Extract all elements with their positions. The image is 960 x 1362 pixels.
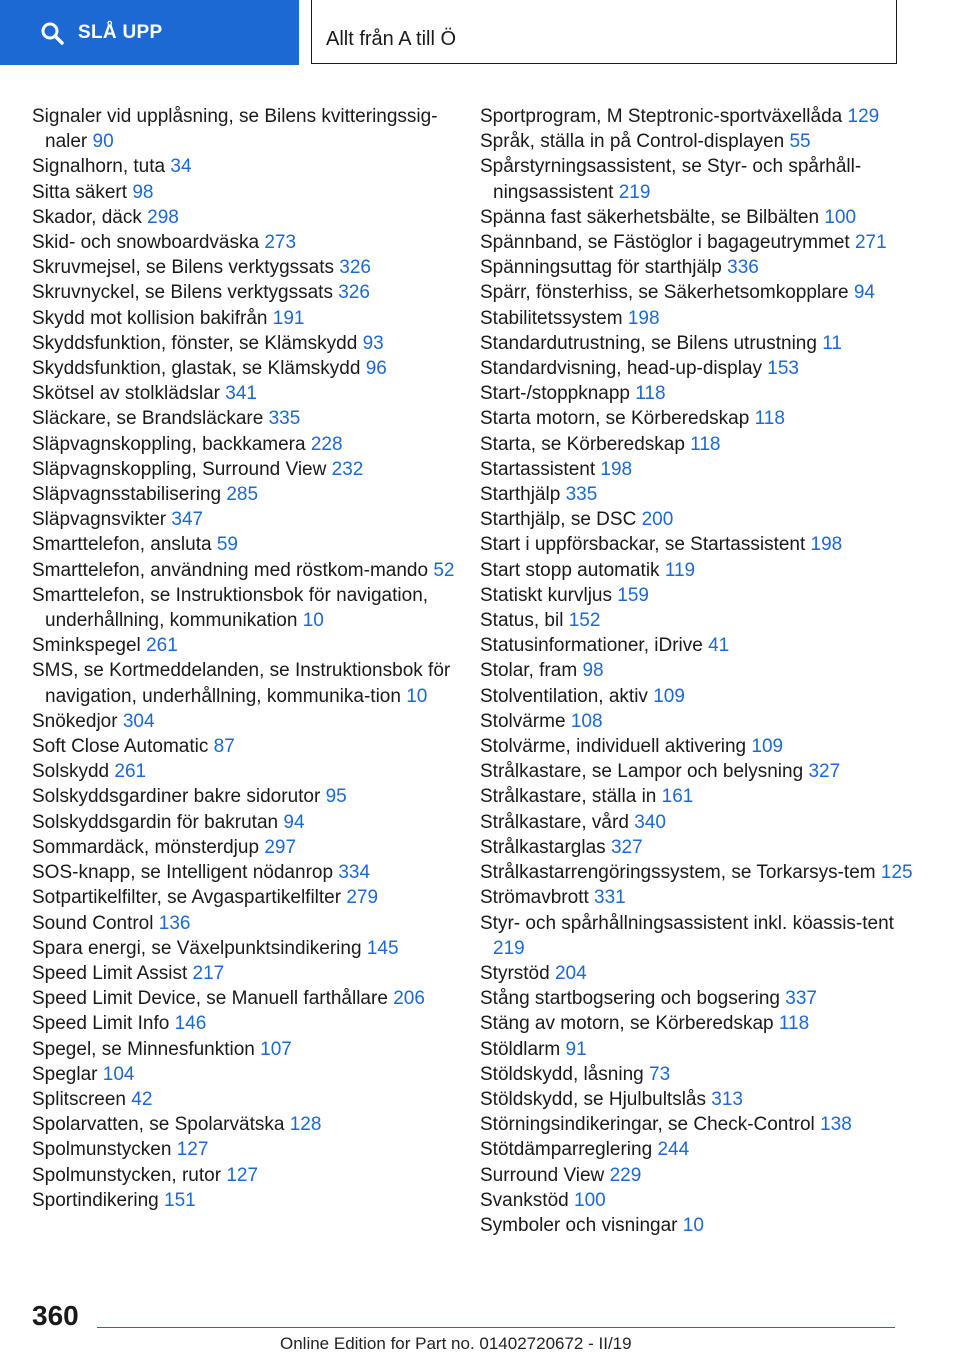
page-link[interactable]: 326	[339, 257, 371, 279]
page-link[interactable]: 304	[122, 710, 155, 732]
page-link[interactable]: 347	[171, 509, 204, 531]
page-link[interactable]: 229	[609, 1164, 642, 1186]
footer-divider	[97, 1327, 895, 1328]
index-entry	[32, 911, 468, 936]
index-entry	[480, 507, 920, 532]
entry-text: Spolmunstycken, rutor	[32, 1164, 222, 1186]
index-entry	[32, 1087, 468, 1112]
entry-text: Stolvärme, individuell aktivering	[480, 736, 747, 758]
footer-text: Online Edition for Part no. 01402720672 - II/19	[280, 1334, 632, 1353]
page-link[interactable]: 59	[216, 534, 238, 556]
index-entry	[32, 457, 468, 482]
page-link[interactable]: 118	[778, 1013, 810, 1035]
page-link[interactable]: 228	[310, 433, 343, 455]
index-entry	[480, 1137, 920, 1162]
index-entry	[32, 1062, 468, 1087]
entry-text: Släpvagnsstabilisering	[32, 484, 222, 506]
index-entry	[480, 1011, 920, 1036]
page-link[interactable]: 219	[493, 937, 525, 959]
entry-text: Spärr, fönsterhiss, se Säkerhetsomkopplare	[480, 282, 849, 304]
entry-text: Skruvmejsel, se Bilens verktygssats	[32, 257, 334, 279]
search-label: SLÅ UPP	[78, 21, 163, 43]
page-link[interactable]: 100	[824, 206, 857, 228]
index-entry	[480, 759, 920, 784]
entry-text: Speed Limit Assist	[32, 962, 188, 984]
index-entry	[32, 180, 468, 205]
entry-text: Spolmunstycken	[32, 1139, 172, 1161]
entry-text: Speglar	[32, 1063, 98, 1085]
entry-text: SOS-knapp, se Intelligent nödanrop	[32, 862, 334, 884]
page-link[interactable]: 145	[366, 937, 399, 959]
page-link[interactable]: 217	[192, 962, 225, 984]
index-entry	[480, 356, 920, 381]
page-link[interactable]: 261	[146, 635, 178, 657]
entry-text: Splitscreen	[32, 1088, 126, 1110]
index-entry	[32, 1188, 468, 1213]
index-entry	[32, 1112, 468, 1137]
index-entry	[32, 860, 468, 885]
entry-text: Starthjälp, se DSC	[480, 509, 637, 531]
index-entry	[32, 1137, 468, 1162]
index-entry	[480, 482, 920, 507]
entry-text: Symboler och visningar	[480, 1214, 678, 1236]
index-entry	[480, 129, 920, 154]
page-link[interactable]: 159	[617, 584, 649, 606]
page-link[interactable]: 129	[847, 106, 880, 127]
index-entry	[480, 331, 920, 356]
index-entry	[32, 810, 468, 835]
entry-text: Stötdämparreglering	[480, 1139, 653, 1161]
entry-text: Störningsindikeringar, se Check-Control	[480, 1114, 815, 1136]
page-link[interactable]: 11	[822, 332, 842, 354]
page-link[interactable]: 118	[635, 383, 666, 405]
index-entry	[32, 709, 468, 734]
search-button[interactable]	[0, 0, 299, 65]
index-entry	[32, 885, 468, 910]
page-link[interactable]: 109	[751, 736, 784, 758]
entry-text: Strömavbrott	[480, 887, 589, 909]
index-entry	[32, 986, 468, 1011]
index-entry	[480, 885, 920, 910]
index-entry	[480, 457, 920, 482]
index-entry	[480, 860, 920, 885]
page-link[interactable]: 104	[102, 1063, 135, 1085]
page-link[interactable]: 125	[880, 862, 913, 884]
page-link[interactable]: 138	[820, 1114, 852, 1136]
index-column-left	[32, 104, 468, 1213]
index-entry	[480, 406, 920, 431]
page-link[interactable]: 55	[789, 131, 811, 153]
entry-text: Skador, däck	[32, 206, 142, 228]
index-entry	[480, 810, 920, 835]
entry-text: Spolarvatten, se Spolarvätska	[32, 1114, 285, 1136]
page-link[interactable]: 108	[570, 710, 603, 732]
entry-text: Sportprogram, M Steptronic-sportväxellåda	[480, 106, 843, 127]
entry-text: Signalhorn, tuta	[32, 156, 166, 178]
entry-text: Stäng av motorn, se Körberedskap	[480, 1013, 774, 1035]
entry-text: Sommardäck, mönsterdjup	[32, 836, 260, 858]
page-link[interactable]: 10	[302, 610, 324, 632]
page-link[interactable]: 200	[641, 509, 674, 531]
page-link[interactable]: 326	[338, 282, 370, 304]
page-link[interactable]: 94	[853, 282, 875, 304]
entry-text: Soft Close Automatic	[32, 736, 209, 758]
entry-text: Skyddsfunktion, glastak, se Klämskydd	[32, 358, 361, 380]
entry-text: Statiskt kurvljus	[480, 584, 612, 606]
index-entry	[480, 255, 920, 280]
page-link[interactable]: 313	[711, 1088, 743, 1110]
entry-text: Spara energi, se Växelpunktsindikering	[32, 937, 362, 959]
page-link[interactable]: 34	[170, 156, 192, 178]
page-link[interactable]: 327	[610, 836, 643, 858]
index-entry	[480, 961, 920, 986]
entry-text: Sotpartikelfilter, se Avgaspartikelfilter	[32, 887, 342, 909]
page-link[interactable]: 297	[264, 836, 297, 858]
page-link[interactable]: 279	[346, 887, 379, 909]
entry-text: Start i uppförsbackar, se Startassistent	[480, 534, 806, 556]
entry-text: Solskyddsgardiner bakre sidorutor	[32, 786, 321, 808]
entry-text: Språk, ställa in på Control-displayen	[480, 131, 785, 153]
index-entry	[480, 532, 920, 557]
entry-text: Starthjälp	[480, 484, 561, 506]
index-entry	[480, 633, 920, 658]
entry-text: Stabilitetssystem	[480, 307, 623, 329]
index-entry	[32, 734, 468, 759]
index-entry	[480, 1188, 920, 1213]
index-entry	[32, 331, 468, 356]
entry-text: Spännband, se Fästöglor i bagageutrymmet	[480, 232, 850, 254]
index-entry	[480, 835, 920, 860]
entry-text: Start-/stoppknapp	[480, 383, 630, 405]
page-link[interactable]: 198	[627, 307, 660, 329]
page-link[interactable]: 298	[147, 206, 179, 228]
index-entry	[480, 230, 920, 255]
index-entry	[480, 205, 920, 230]
index-entry	[32, 356, 468, 381]
index-entry	[480, 1062, 920, 1087]
page-link[interactable]: 331	[594, 887, 626, 909]
index-entry	[480, 558, 920, 583]
page-link[interactable]: 232	[331, 458, 364, 480]
entry-text: Spårstyrningsassistent, se Styr- och spårhåll-ningsassistent	[480, 156, 862, 203]
entry-text: Sminkspegel	[32, 635, 141, 657]
entry-text: Starta, se Körberedskap	[480, 433, 685, 455]
page-link[interactable]: 87	[213, 736, 235, 758]
page-link[interactable]: 100	[574, 1189, 606, 1211]
page-link[interactable]: 118	[754, 408, 785, 430]
entry-text: Skruvnyckel, se Bilens verktygssats	[32, 282, 333, 304]
entry-text: Släpvagnskoppling, Surround View	[32, 458, 327, 480]
entry-text: SMS, se Kortmeddelanden, se Instruktionsbok för navigation, underhållning, kommunika-tion	[32, 660, 451, 707]
index-entry	[32, 1163, 468, 1188]
index-entry	[480, 1213, 920, 1238]
entry-text: Stöldskydd, låsning	[480, 1063, 644, 1085]
entry-text: Surround View	[480, 1164, 605, 1186]
page-link[interactable]: 107	[260, 1038, 292, 1060]
index-entry	[32, 381, 468, 406]
page-link[interactable]: 118	[690, 433, 721, 455]
entry-text: Smarttelefon, användning med röstkom-mando	[32, 559, 429, 581]
page-link[interactable]: 334	[338, 862, 371, 884]
index-entry	[32, 936, 468, 961]
page-link[interactable]: 94	[283, 811, 305, 833]
index-entry	[32, 1037, 468, 1062]
index-entry	[32, 558, 468, 583]
search-icon	[40, 21, 64, 45]
entry-text: Strålkastare, ställa in	[480, 786, 657, 808]
page-link[interactable]: 204	[554, 962, 587, 984]
page-link[interactable]: 93	[362, 332, 384, 354]
page-link[interactable]: 42	[131, 1088, 153, 1110]
index-entry	[480, 1112, 920, 1137]
index-column-right	[480, 104, 920, 1238]
page-link[interactable]: 219	[618, 181, 651, 203]
index-entry	[32, 784, 468, 809]
page-link[interactable]: 90	[92, 131, 114, 153]
index-entry	[32, 306, 468, 331]
top-header	[0, 0, 960, 66]
entry-text: Speed Limit Info	[32, 1013, 170, 1035]
index-entry	[480, 104, 920, 129]
index-entry	[480, 1163, 920, 1188]
entry-text: Standardvisning, head-up-display	[480, 358, 763, 380]
page-link[interactable]: 119	[664, 559, 696, 581]
index-entry	[32, 532, 468, 557]
entry-text: Solskyddsgardin för bakrutan	[32, 811, 279, 833]
page-link[interactable]: 285	[226, 484, 259, 506]
entry-text: Stolar, fram	[480, 660, 578, 682]
index-entry	[32, 406, 468, 431]
index-entry	[32, 961, 468, 986]
breadcrumb-label: Allt från A till Ö	[326, 28, 457, 50]
entry-text: Skyddsfunktion, fönster, se Klämskydd	[32, 332, 358, 354]
index-entry	[480, 911, 920, 961]
entry-text: Signaler vid upplåsning, se Bilens kvitteringssig-naler	[32, 106, 438, 153]
index-entry	[480, 154, 920, 204]
entry-text: Startassistent	[480, 458, 596, 480]
index-entry	[480, 734, 920, 759]
page-link[interactable]: 273	[264, 232, 297, 254]
page-link[interactable]: 152	[568, 610, 601, 632]
page-link[interactable]: 151	[164, 1189, 196, 1211]
index-entry	[32, 1011, 468, 1036]
index-entry	[480, 608, 920, 633]
index-entry	[32, 583, 468, 633]
entry-text: Strålkastarrengöringssystem, se Torkarsys-tem	[480, 862, 876, 884]
index-entry	[480, 583, 920, 608]
page-link[interactable]: 271	[854, 232, 887, 254]
index-entry	[480, 1087, 920, 1112]
index-entry	[32, 104, 468, 154]
page-link[interactable]: 161	[661, 786, 694, 808]
page-link[interactable]: 41	[708, 635, 730, 657]
index-entry	[32, 507, 468, 532]
page-link[interactable]: 327	[808, 761, 841, 783]
page-link[interactable]: 52	[433, 559, 455, 581]
entry-text: Stöldlarm	[480, 1038, 561, 1060]
page-number: 360	[32, 1300, 79, 1331]
page-link[interactable]: 91	[565, 1038, 587, 1060]
entry-text: Skydd mot kollision bakifrån	[32, 307, 268, 329]
entry-text: Stång startbogsering och bogsering	[480, 988, 780, 1010]
entry-text: Släpvagnsvikter	[32, 509, 167, 531]
index-entry	[480, 432, 920, 457]
page-link[interactable]: 244	[657, 1139, 690, 1161]
page-link[interactable]: 136	[158, 912, 191, 934]
entry-text: Smarttelefon, ansluta	[32, 534, 212, 556]
entry-text: Solskydd	[32, 761, 110, 783]
page-link[interactable]: 73	[649, 1063, 671, 1085]
entry-text: Sitta säkert	[32, 181, 128, 203]
entry-text: Stolvärme	[480, 710, 566, 732]
entry-text: Spänna fast säkerhetsbälte, se Bilbälten	[480, 206, 820, 228]
page-link[interactable]: 341	[225, 383, 257, 405]
entry-text: Strålkastarglas	[480, 836, 606, 858]
page-link[interactable]: 96	[365, 358, 387, 380]
page-link[interactable]: 340	[634, 811, 666, 833]
entry-text: Strålkastare, vård	[480, 811, 629, 833]
page-link[interactable]: 337	[785, 988, 817, 1010]
entry-text: Strålkastare, se Lampor och belysning	[480, 761, 804, 783]
page-link[interactable]: 127	[176, 1139, 209, 1161]
page-link[interactable]: 191	[272, 307, 305, 329]
entry-text: Statusinformationer, iDrive	[480, 635, 703, 657]
page-link[interactable]: 261	[114, 761, 147, 783]
entry-text: Skid- och snowboardväska	[32, 232, 260, 254]
entry-text: Status, bil	[480, 610, 564, 632]
entry-text: Speed Limit Device, se Manuell farthållare	[32, 988, 388, 1010]
page-link[interactable]: 98	[132, 181, 154, 203]
index-entry	[32, 280, 468, 305]
entry-text: Smarttelefon, se Instruktionsbok för navigation, underhållning, kommunikation	[32, 584, 429, 632]
index-entry	[32, 835, 468, 860]
entry-text: Släckare, se Brandsläckare	[32, 408, 264, 430]
index-entry	[480, 1037, 920, 1062]
index-entry	[32, 759, 468, 784]
entry-text: Spänningsuttag för starthjälp	[480, 257, 722, 279]
page-link[interactable]: 10	[406, 685, 428, 707]
page-link[interactable]: 153	[767, 358, 799, 380]
page-link[interactable]: 127	[226, 1164, 259, 1186]
entry-text: Stolventilation, aktiv	[480, 685, 648, 707]
entry-text: Sound Control	[32, 912, 154, 934]
entry-text: Start stopp automatik	[480, 559, 660, 581]
index-entry	[32, 482, 468, 507]
index-entry	[480, 684, 920, 709]
index-entry	[480, 986, 920, 1011]
entry-text: Sportindikering	[32, 1189, 159, 1211]
page-link[interactable]: 198	[600, 458, 633, 480]
page-link[interactable]: 335	[268, 408, 301, 430]
page-link[interactable]: 335	[565, 484, 598, 506]
entry-text: Standardutrustning, se Bilens utrustning	[480, 332, 817, 354]
page-link[interactable]: 336	[727, 257, 759, 279]
index-entry	[480, 784, 920, 809]
entry-text: Släpvagnskoppling, backkamera	[32, 433, 306, 455]
page-link[interactable]: 128	[289, 1114, 322, 1136]
index-entry	[32, 658, 468, 708]
entry-text: Stöldskydd, se Hjulbultslås	[480, 1088, 706, 1110]
index-entry	[32, 154, 468, 179]
page-link[interactable]: 98	[582, 660, 604, 682]
index-entry	[480, 709, 920, 734]
page-link[interactable]: 206	[393, 988, 425, 1010]
index-entry	[480, 280, 920, 305]
entry-text: Spegel, se Minnesfunktion	[32, 1038, 255, 1060]
index-entry	[32, 633, 468, 658]
page-link[interactable]: 10	[682, 1214, 704, 1236]
index-entry	[480, 381, 920, 406]
entry-text: Skötsel av stolklädslar	[32, 383, 220, 405]
entry-text: Starta motorn, se Körberedskap	[480, 408, 750, 430]
entry-text: Styrstöd	[480, 962, 550, 984]
page-link[interactable]: 198	[810, 534, 843, 556]
breadcrumb[interactable]	[311, 0, 897, 64]
index-entry	[32, 432, 468, 457]
index-entry	[32, 230, 468, 255]
page-link[interactable]: 109	[653, 685, 685, 707]
index-entry	[480, 658, 920, 683]
entry-text: Svankstöd	[480, 1189, 569, 1211]
entry-text: Snökedjor	[32, 710, 118, 732]
entry-text: Styr- och spårhållningsassistent inkl. köassis-tent	[480, 912, 894, 934]
index-entry	[32, 255, 468, 280]
index-entry	[480, 306, 920, 331]
index-entry	[32, 205, 468, 230]
page-link[interactable]: 146	[174, 1013, 207, 1035]
page-link[interactable]: 95	[325, 786, 347, 808]
